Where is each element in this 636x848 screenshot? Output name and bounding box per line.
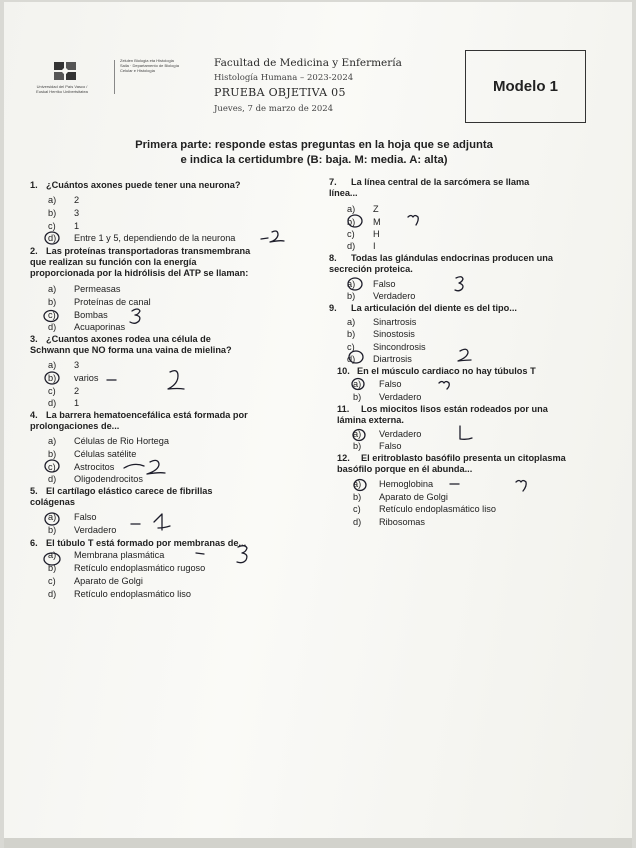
dash-mark: [124, 464, 144, 468]
question-text: ¿Cuántos axones puede tener una neurona?: [46, 180, 241, 190]
handwritten-certainty: [130, 309, 140, 323]
option-5b[interactable]: b) Verdadero: [48, 525, 117, 535]
option-2d[interactable]: d) Acuaporinas: [48, 322, 126, 332]
question-5: 5. El cartílago elástico carece de fibrillas colágenas: [30, 486, 213, 508]
instructions-line-1: Primera parte: responde estas preguntas en la hoja que se adjunta: [135, 139, 493, 151]
option-1c[interactable]: c) 1: [48, 221, 80, 231]
option-7d[interactable]: d) I: [347, 241, 376, 251]
handwritten-certainty: [439, 382, 449, 390]
handwritten-annotations: [4, 2, 632, 848]
question-8: 8. Todas las glándulas endocrinas producen una secreción proteica.: [329, 253, 553, 275]
option-8b[interactable]: b) Verdadero: [347, 291, 416, 301]
handwritten-certainty: [455, 277, 463, 291]
handwritten-certainty: [460, 426, 472, 439]
option-3b[interactable]: b) varios: [48, 373, 99, 383]
option-1d[interactable]: d) Entre 1 y 5, dependiendo de la neurona: [48, 233, 236, 243]
answer-circle-8a: [348, 278, 362, 290]
option-4a[interactable]: a) Células de Rio Hortega: [48, 436, 169, 446]
dash-mark: [261, 238, 268, 239]
option-10a[interactable]: a) Falso: [353, 379, 402, 389]
handwritten-certainty: [147, 460, 165, 474]
answer-circle-3b: [45, 372, 59, 384]
answer-circle-1d: [45, 232, 59, 244]
option-3a[interactable]: a) 3: [48, 360, 80, 370]
answer-circle-11a: [353, 430, 365, 441]
option-12b[interactable]: b) Aparato de Golgi: [353, 492, 448, 502]
page-bottom-edge: [4, 838, 632, 848]
exam-date: Jueves, 7 de marzo de 2024: [214, 104, 334, 114]
option-3d[interactable]: d) 1: [48, 398, 80, 408]
question-10: 10. En el músculo cardiaco no hay túbulos T: [337, 366, 536, 376]
exam-title: PRUEBA OBJETIVA 05: [214, 86, 346, 99]
handwritten-certainty: [237, 546, 247, 563]
answer-circle-12a: [354, 480, 366, 491]
option-2b[interactable]: b) Proteínas de canal: [48, 297, 151, 307]
option-12c[interactable]: c) Retículo endoplasmático liso: [353, 504, 496, 514]
option-4b[interactable]: b) Células satélite: [48, 449, 137, 459]
question-2: 2. Las proteínas transportadoras transmembrana que realizan su función con la energía proporcionada por la hidrólisis del ATP se llaman:: [30, 246, 251, 279]
handwritten-certainty: [516, 481, 526, 492]
option-5a[interactable]: a) Falso: [48, 512, 97, 522]
option-1b[interactable]: b) 3: [48, 208, 80, 218]
handwritten-certainty: [408, 216, 418, 226]
model-label: Modelo 1: [492, 78, 558, 95]
question-number: 1.: [30, 180, 38, 190]
logo-text-right: Zelulen Biologia eta Histologia Saila · Departamento de Biología Celular e Histología: [120, 58, 179, 73]
handwritten-certainty: [154, 514, 170, 530]
option-11a[interactable]: a) Verdadero: [353, 429, 422, 439]
question-11: 11. Los miocitos lisos están rodeados por una lámina externa.: [337, 404, 548, 426]
option-6a[interactable]: a) Membrana plasmática: [48, 550, 165, 560]
option-7b[interactable]: b) M: [347, 217, 381, 227]
answer-circle-5a: [45, 513, 59, 525]
option-2a[interactable]: a) Permeasas: [48, 284, 121, 294]
option-12a[interactable]: a) Hemoglobina: [353, 479, 434, 489]
handwritten-certainty: [168, 371, 184, 389]
option-6d[interactable]: d) Retículo endoplasmático liso: [48, 589, 191, 599]
option-4d[interactable]: d) Oligodendrocitos: [48, 474, 143, 484]
answer-circle-10a: [352, 379, 364, 390]
answer-circle-7b: [348, 215, 362, 227]
subject-name: Histología Humana – 2023-2024: [214, 73, 354, 83]
answer-circle-4c: [45, 460, 59, 472]
question-6: 6. El túbulo T está formado por membranas de...: [30, 538, 247, 548]
question-4: 4. La barrera hematoencefálica está formada por prolongaciones de...: [30, 410, 248, 432]
option-9a[interactable]: a) Sinartrosis: [347, 317, 417, 327]
exam-sheet: [4, 2, 632, 848]
option-9b[interactable]: b) Sinostosis: [347, 329, 415, 339]
option-3c[interactable]: c) 2: [48, 386, 80, 396]
option-7c[interactable]: c) H: [347, 229, 380, 239]
dash-mark: [196, 553, 204, 554]
answer-circle-2c: [44, 311, 58, 322]
option-6b[interactable]: b) Retículo endoplasmático rugoso: [48, 563, 206, 573]
question-3: 3. ¿Cuantos axones rodea una célula de Schwann que NO forma una vaina de mielina?: [30, 334, 232, 356]
question-12: 12. El eritroblasto basófilo presenta un citoplasma basófilo porque en él abunda...: [337, 453, 566, 475]
answer-circle-9d: [349, 351, 363, 363]
option-6c[interactable]: c) Aparato de Golgi: [48, 576, 143, 586]
question-7: 7. La línea central de la sarcómera se llama línea...: [329, 177, 530, 199]
option-7a[interactable]: a) Z: [347, 204, 379, 214]
logo-text-left: Universidad del País Vasco / Euskal Herriko Unibertsitatea: [36, 84, 88, 94]
answer-circle-6a: [44, 553, 60, 565]
option-4c[interactable]: c) Astrocitos: [48, 462, 115, 472]
option-8a[interactable]: a) Falso: [347, 279, 396, 289]
option-2c[interactable]: c) Bombas: [48, 310, 108, 320]
instructions-line-2: e indica la certidumbre (B: baja. M: media. A: alta): [180, 154, 448, 166]
option-9d[interactable]: d) Diartrosis: [347, 354, 412, 364]
option-12d[interactable]: d) Ribosomas: [353, 517, 425, 527]
faculty-name: Facultad de Medicina y Enfermería: [214, 57, 402, 69]
option-1a[interactable]: a) 2: [48, 195, 80, 205]
question-9: 9. La articulación del diente es del tipo...: [329, 303, 517, 313]
option-11b[interactable]: b) Falso: [353, 441, 402, 451]
handwritten-certainty: [458, 349, 471, 361]
option-10b[interactable]: b) Verdadero: [353, 392, 422, 402]
option-9c[interactable]: c) Sincondrosis: [347, 342, 426, 352]
handwritten-certainty: [270, 231, 284, 242]
